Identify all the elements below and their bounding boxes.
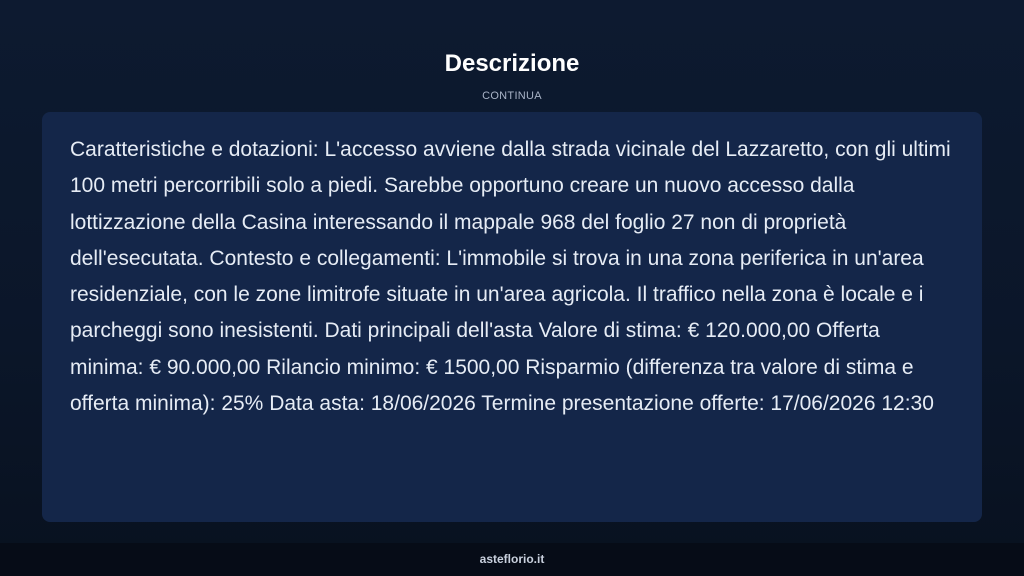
site-name: asteflorio.it [479, 552, 545, 566]
continue-label[interactable]: CONTINUA [482, 90, 542, 102]
page-title: Descrizione [444, 50, 580, 77]
description-text: Caratteristiche e dotazioni: L'accesso avviene dalla strada vicinale del Lazzaretto, con gli ultimi 100 metri percorribili solo a piedi. Sarebbe opportuno creare un nuovo accesso dalla lottizzazione della Casina interessando il mappale 968 del foglio 27 non di proprietà dell'esecutata. Contesto e collegamenti: L'immobile si trova in una zona periferica in un'area residenziale, con le zone limitrofe situate in un'area agricola. Il traffico nella zona è locale e i parcheggi sono inesistenti. Dati principali dell'asta Valore di stima: € 120.000,00 Offerta minima: € 90.000,00 Rilancio minimo: € 1500,00 Risparmio (differenza tra valore di stima e offerta minima): 25% Data asta: 18/06/2026 Termine presentazione offerte: 17/06/2026 12:30 [70, 138, 951, 416]
header [0, 0, 1024, 112]
footer [0, 543, 1024, 576]
description-card [42, 112, 982, 522]
